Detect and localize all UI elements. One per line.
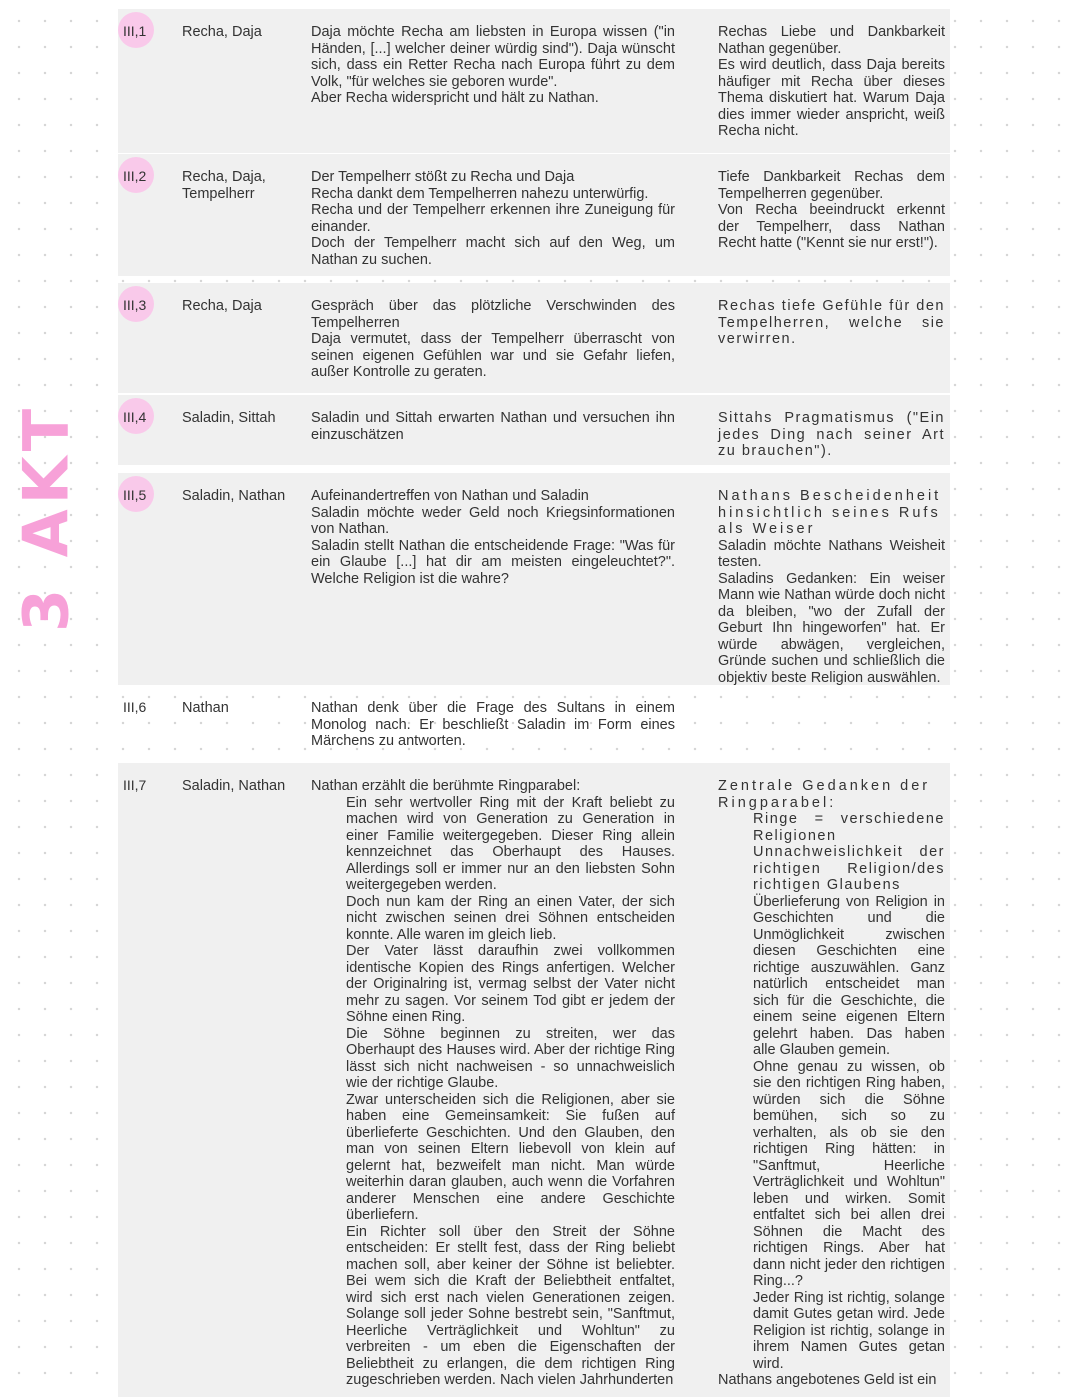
characters: Saladin, Nathan	[182, 488, 286, 504]
characters: Recha, Daja	[182, 24, 262, 40]
table-row	[118, 154, 950, 276]
scene-number: III,6	[123, 699, 147, 715]
characters: Nathan	[182, 700, 229, 716]
scene-number: III,5	[123, 487, 147, 503]
scene-notes: Zentrale Gedanken der Ringparabel: Ringe = verschiedene Religionen Unnachweislichkeit der richtigen Religion/des richtigen Glaubens Überlieferung von Religion in Geschichten und die Unmöglichkeit zwischen diesen Geschichten eine richtige auszuwählen. Ganz natürlich entscheidet man sich für die Geschichte, die einem seine eigenen Eltern gelehrt haben. Das haben alle Glauben gemein. Ohne genau zu wissen, ob sie den richtigen Ring haben, würden sich die Söhne bemühen, sich so zu verhalten, als ob sie den richtigen Ring hätten: in "Sanftmut, Heerliche Verträglichkeit und Wohltun" leben und wirken. Somit entfaltet sich bei allen drei Söhnen die Macht des richtigen Rings. Aber hat dann nicht jeder den richtigen Ring...? Jeder Ring ist richtig, solange damit Gutes getan wird. Jede Religion ist richtig, solange in ihrem Namen Gutes getan wird. Nathans angebotenes Geld ist ein	[718, 778, 945, 1388]
act-label: 3 AKT	[9, 403, 83, 633]
table-row	[118, 685, 950, 753]
scene-notes: Rechas tiefe Gefühle für den Tempelherren, welche sie verwirren.	[718, 298, 945, 347]
scene-description: Der Tempelherr stößt zu Recha und Daja Recha dankt dem Tempelherren nahezu unterwürfig. Recha und der Tempelherr erkennen ihre Zuneigung für einander. Doch der Tempelherr macht sich auf den Weg, um Nathan zu suchen.	[311, 169, 675, 268]
table-row	[118, 9, 950, 153]
scene-description: Daja möchte Recha am liebsten in Europa wissen ("in Händen, [...] welcher deiner würdig sind"). Daja wünscht sich, dass ein Retter Recha nach Europa führt zu dem Volk, "für welches sie geboren wurde". Aber Recha widerspricht und hält zu Nathan.	[311, 24, 675, 106]
characters: Saladin, Nathan	[182, 778, 286, 794]
scene-notes: Rechas Liebe und Dankbarkeit Nathan gegenüber. Es wird deutlich, dass Daja bereits häufiger mit Recha über dieses Thema diskutiert hat. Warum Daja dies immer wieder anspricht, weiß Recha nicht.	[718, 24, 945, 139]
scene-number: III,4	[123, 409, 147, 425]
table-row	[118, 763, 950, 1397]
scene-description: Aufeinandertreffen von Nathan und Saladin Saladin möchte weder Geld noch Kriegsinformationen von Nathan. Saladin stellt Nathan die entscheidende Frage: "Was für ein Glaube [...] hat dir am meisten eingeleuchtet?". Welche Religion ist die wahre?	[311, 488, 675, 587]
characters: Recha, Daja	[182, 298, 262, 314]
scene-notes: Tiefe Dankbarkeit Rechas dem Tempelherren gegenüber. Von Recha beeindruckt erkennt der Tempelherr, dass Nathan Recht hatte ("Kennt sie nur erst!").	[718, 169, 945, 251]
scene-notes: Sittahs Pragmatismus ("Ein jedes Ding nach seiner Art zu brauchen").	[718, 410, 945, 459]
scene-number: III,1	[123, 23, 147, 39]
scene-number: III,3	[123, 297, 147, 313]
table-row	[118, 395, 950, 465]
scene-number: III,2	[123, 168, 147, 184]
scene-notes: Nathans Bescheidenheit hinsichtlich seines Rufs als Weiser Saladin möchte Nathans Weisheit testen. Saladins Gedanken: Ein weiser Mann wie Nathan würde doch nicht da bleiben, "wo der Zufall der Geburt Ihn hingeworfen" hat. Er würde abwägen, vergleichen, Gründe suchen und schließlich die objektiv beste Religion auswählen.	[718, 488, 945, 686]
scene-description: Saladin und Sittah erwarten Nathan und versuchen ihn einzuschätzen	[311, 410, 675, 443]
scene-description: Nathan denk über die Frage des Sultans in einem Monolog nach. Er beschließt Saladin im Form eines Märchens zu antworten.	[311, 700, 675, 749]
scene-description: Gespräch über das plötzliche Verschwinden des Tempelherren Daja vermutet, dass der Tempelherr überrascht von seinen eigenen Gefühlen war und sie Gefahr liefen, außer Kontrolle zu geraten.	[311, 298, 675, 380]
scene-number: III,7	[123, 777, 147, 793]
characters: Recha, Daja, Tempelherr	[182, 169, 266, 202]
table-row	[118, 473, 950, 685]
characters: Saladin, Sittah	[182, 410, 276, 426]
scene-description: Nathan erzählt die berühmte Ringparabel: Ein sehr wertvoller Ring mit der Kraft beliebt zu machen wird von Generation zu Generation in einer Familie weitergegeben. Dieser Ring allein kennzeichnet das Oberhaupt des Hauses. Allerdings soll er immer nur an den liebsten Sohn weitergegeben werden. Doch nun kam der Ring an einen Vater, der sich nicht zwischen seinen drei Söhnen entscheiden konnte. Alle waren im gleich lieb. Der Vater lässt daraufhin zwei vollkommen identische Kopien des Rings anfertigen. Welcher der Originalring ist, vermag selbst der Vater nicht mehr zu sagen. Vor seinem Tod gibt er jedem der Söhne einen Ring. Die Söhne beginnen zu streiten, wer das Oberhaupt des Hauses wird. Aber der richtige Ring lässt sich nicht nachweisen - so unnachweislich wie der richtige Glaube. Zwar unterscheiden sich die Religionen, aber sie haben eine Gemeinsamkeit: Sie fußen auf überlieferte Geschichten. Und den Glauben, den man von seinen Eltern liebevoll von klein auf gelernt hat, bezweifelt man nicht. Man würde weiterhin daran glauben, auch wenn die Vorfahren anderer Menschen eine andere Geschichte überliefern. Ein Richter soll über den Streit der Söhne entscheiden: Er stellt fest, dass der Ring beliebt machen soll, aber keiner der Söhne ist beliebter. Bei wem sich die Kraft der Beliebtheit entfaltet, wird sich erst nach vielen Generationen zeigen. Solange soll jeder Sohne bestrebt sein, "Sanftmut, Heerliche Verträglichkeit und Wohltun" zu verbreiten - um eben die Eigenschaften der Beliebtheit zu erlangen, die dem richtigen Ring zugeschrieben werden. Nach vielen Jahrhunderten	[311, 778, 675, 1388]
table-row	[118, 283, 950, 393]
